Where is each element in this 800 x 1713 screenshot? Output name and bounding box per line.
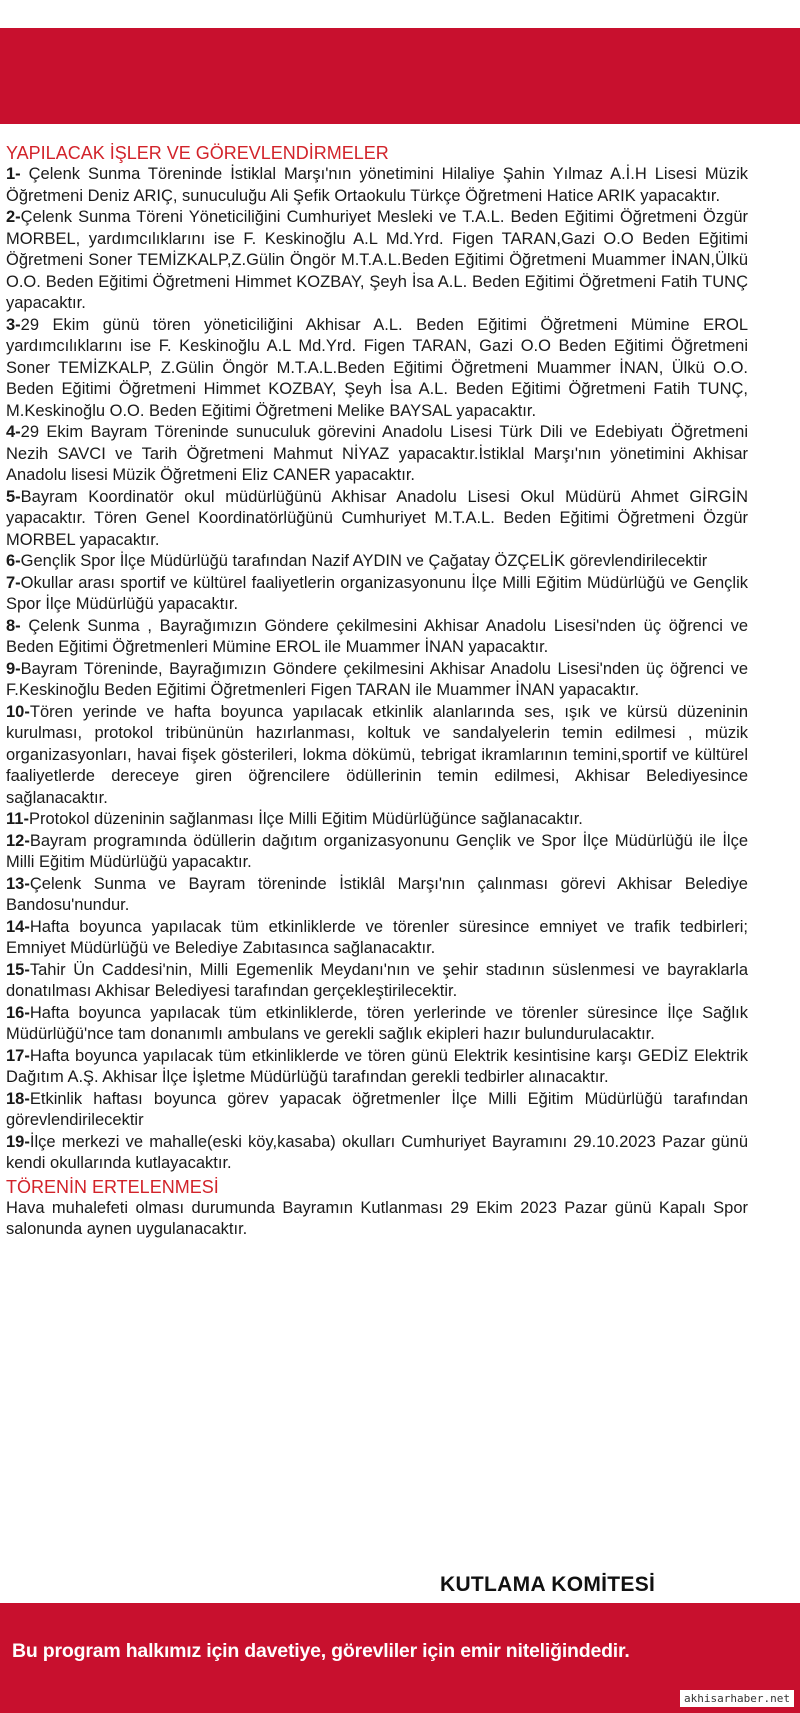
duty-text: 29 Ekim günü tören yöneticiliğini Akhisar A.L. Beden Eğitimi Öğretmeni Mümine EROL yardımcılıklarını ise F. Keskinoğlu A.L Md.Yrd. Figen TARAN, Gazi O.O Beden Eğitimi Öğretmeni Soner TEMİZKALP, Z.Gülin Öngör M.T.A.L.Beden Eğitimi Öğretmeni Muammer İNAN, Ülkü O.O. Beden Eğitimi Öğretmeni Himmet KOZBAY, Şeyh İsa A.L. Beden Eğitimi Öğretmeni Fatih TUNÇ, M.Keskinoğlu O.O. Beden Eğitimi Öğretmeni Melike BAYSAL yapacaktır. bbox=[6, 315, 748, 420]
duty-text: Tahir Ün Caddesi'nin, Milli Egemenlik Meydanı'nın ve şehir stadının süslenmesi ve bayraklarla donatılması Akhisar Belediyesi tarafından gerçekleştirilecektir. bbox=[6, 960, 748, 1000]
duty-text: Hafta boyunca yapılacak tüm etkinliklerde ve tören günü Elektrik kesintisine karşı GEDİZ Elektrik Dağıtım A.Ş. Akhisar İlçe İşletme Müdürlüğü tarafından gerekli tedbirler alınacaktır. bbox=[6, 1046, 748, 1086]
duty-item bbox=[6, 487, 748, 552]
duty-text: Çelenk Sunma ve Bayram töreninde İstiklâl Marşı'nın çalınması görevi Akhisar Belediye Bandosu'nundur. bbox=[6, 874, 748, 914]
duty-text: İlçe merkezi ve mahalle(eski köy,kasaba) okulları Cumhuriyet Bayramını 29.10.2023 Pazar günü kendi okullarında kutlayacaktır. bbox=[6, 1132, 748, 1172]
duty-text: Hafta boyunca yapılacak tüm etkinliklerde, tören yerlerinde ve törenler süresince İlçe Sağlık Müdürlüğü'nce tam donanımlı ambulans ve gerekli sağlık ekipleri hazır bulundurulacaktır. bbox=[6, 1003, 748, 1043]
site-watermark: akhisarhaber.net bbox=[680, 1690, 794, 1707]
duty-number: 11- bbox=[6, 810, 29, 828]
duty-item bbox=[6, 315, 748, 423]
duty-item bbox=[6, 702, 748, 810]
duty-text: Etkinlik haftası boyunca görev yapacak öğretmenler İlçe Milli Eğitim Müdürlüğü tarafından görevlendirilecektir bbox=[6, 1089, 748, 1129]
duty-number: 9- bbox=[6, 659, 21, 678]
duty-number: 5- bbox=[6, 487, 21, 506]
duty-item bbox=[6, 573, 748, 616]
duty-text: Gençlik Spor İlçe Müdürlüğü tarafından Nazif AYDIN ve Çağatay ÖZÇELİK görevlendirilecektir bbox=[20, 552, 708, 570]
duty-item bbox=[6, 616, 748, 659]
duty-text: Protokol düzeninin sağlanması İlçe Milli Eğitim Müdürlüğünce sağlanacaktır. bbox=[28, 810, 583, 828]
duty-number: 16- bbox=[6, 1003, 30, 1022]
section-title-postponement: TÖRENİN ERTELENMESİ bbox=[6, 1176, 219, 1197]
duty-item bbox=[6, 1003, 748, 1046]
duty-item bbox=[6, 551, 748, 573]
duty-item bbox=[6, 422, 748, 487]
duty-item bbox=[6, 809, 748, 831]
duty-item bbox=[6, 659, 748, 702]
footer-notice: Bu program halkımız için davetiye, görevliler için emir niteliğindedir. bbox=[12, 1640, 630, 1662]
duty-text: Tören yerinde ve hafta boyunca yapılacak etkinlik alanlarında ses, ışık ve kürsü düzeninin kurulması, protokol tribününün hazırlanması, koltuk ve sandalyelerin temin edilmesi , müzik organizasyonları, havai fişek gösterileri, lokma dökümü, tebrigat ikramlarının temini,sportif ve kültürel faaliyetlerde dereceye giren öğrencilere ödüllerinin temin edilmesi, Akhisar Belediyesince sağlanacaktır. bbox=[6, 702, 748, 807]
duty-item bbox=[6, 831, 748, 874]
duty-text: Bayram Töreninde, Bayrağımızın Göndere çekilmesini Akhisar Anadolu Lisesi'nden üç öğrenci ve F.Keskinoğlu Beden Eğitimi Öğretmenleri Figen TARAN ile Muammer İNAN yapacaktır. bbox=[6, 659, 748, 699]
duty-number: 19- bbox=[6, 1132, 30, 1151]
duty-number: 10- bbox=[6, 702, 30, 721]
duty-text: Hafta boyunca yapılacak tüm etkinliklerde ve törenler süresince emniyet ve trafik tedbirleri; Emniyet Müdürlüğü ve Belediye Zabıtasınca sağlanacaktır. bbox=[6, 917, 748, 957]
duty-item bbox=[6, 1089, 748, 1132]
document-body bbox=[6, 142, 748, 1241]
duty-number: 12- bbox=[6, 831, 30, 850]
duty-item bbox=[6, 164, 748, 207]
top-red-band bbox=[0, 28, 800, 124]
duty-item bbox=[6, 1046, 748, 1089]
section-title-duties: YAPILACAK İŞLER VE GÖREVLENDİRMELER bbox=[6, 143, 389, 163]
duty-text: Okullar arası sportif ve kültürel faaliyetlerin organizasyonunu İlçe Milli Eğitim Müdürlüğü ve Gençlik Spor İlçe Müdürlüğü yapacaktır. bbox=[6, 573, 748, 613]
duty-item bbox=[6, 1132, 748, 1175]
duty-number: 1- bbox=[6, 165, 21, 183]
postponement-text: Hava muhalefeti olması durumunda Bayramın Kutlanması 29 Ekim 2023 Pazar günü Kapalı Spor salonunda aynen uygulanacaktır. bbox=[6, 1198, 748, 1238]
duty-number: 6- bbox=[6, 552, 21, 570]
duty-item bbox=[6, 917, 748, 960]
duty-number: 8- bbox=[6, 616, 21, 635]
duty-item bbox=[6, 207, 748, 315]
duty-number: 2- bbox=[6, 208, 21, 226]
duty-number: 3- bbox=[6, 315, 21, 334]
duty-text: Çelenk Sunma Töreni Yöneticiliğini Cumhuriyet Mesleki ve T.A.L. Beden Eğitimi Öğretmeni Özgür MORBEL, yardımcılıklarını ise F. Keskinoğlu A.L Md.Yrd. Figen TARAN,Gazi O.O Beden Eğitimi Öğretmeni Soner TEMİZKALP,Z.Gülin Öngör M.T.A.L.Beden Eğitimi Öğretmeni Muammer İNAN,Ülkü O.O. Beden Eğitimi Öğretmeni Himmet KOZBAY, Şeyh İsa A.L. Beden Eğitimi Öğretmeni Fatih TUNÇ yapacaktır. bbox=[6, 208, 748, 312]
duty-item bbox=[6, 874, 748, 917]
duty-number: 17- bbox=[6, 1046, 30, 1065]
committee-signature: KUTLAMA KOMİTESİ bbox=[440, 1573, 656, 1596]
duty-text: Çelenk Sunma Töreninde İstiklal Marşı'nın yönetimini Hilaliye Şahin Yılmaz A.İ.H Lisesi Müzik Öğretmeni Deniz ARIÇ, sunuculuğu Ali Şefik Ortaokulu Türkçe Öğretmeni Hatice ARIK yapacaktır. bbox=[6, 165, 748, 205]
duty-list bbox=[6, 164, 748, 1175]
duty-number: 14- bbox=[6, 917, 30, 936]
duty-item bbox=[6, 960, 748, 1003]
duty-number: 18- bbox=[6, 1089, 30, 1108]
duty-number: 13- bbox=[6, 874, 30, 893]
duty-text: Çelenk Sunma , Bayrağımızın Göndere çekilmesini Akhisar Anadolu Lisesi'nden üç öğrenci ve Beden Eğitimi Öğretmenleri Mümine EROL ile Muammer İNAN yapacaktır. bbox=[6, 616, 748, 656]
duty-number: 7- bbox=[6, 573, 21, 592]
duty-number: 15- bbox=[6, 960, 30, 979]
duty-text: Bayram Koordinatör okul müdürlüğünü Akhisar Anadolu Lisesi Okul Müdürü Ahmet GİRGİN yapacaktır. Tören Genel Koordinatörlüğünü Cumhuriyet M.T.A.L. Beden Eğitimi Öğretmeni Özgür MORBEL yapacaktır. bbox=[6, 487, 748, 549]
duty-text: 29 Ekim Bayram Töreninde sunuculuk görevini Anadolu Lisesi Türk Dili ve Edebiyatı Öğretmeni Nezih SAVCI ve Tarih Öğretmeni Mahmut NİYAZ yapacaktır.İstiklal Marşı'nın yönetimini Akhisar Anadolu lisesi Müzik Öğretmeni Eliz CANER yapacaktır. bbox=[6, 423, 748, 484]
duty-text: Bayram programında ödüllerin dağıtım organizasyonunu Gençlik ve Spor İlçe Müdürlüğü ile İlçe Milli Eğitim Müdürlüğü yapacaktır. bbox=[6, 831, 748, 871]
duty-number: 4- bbox=[6, 423, 21, 441]
